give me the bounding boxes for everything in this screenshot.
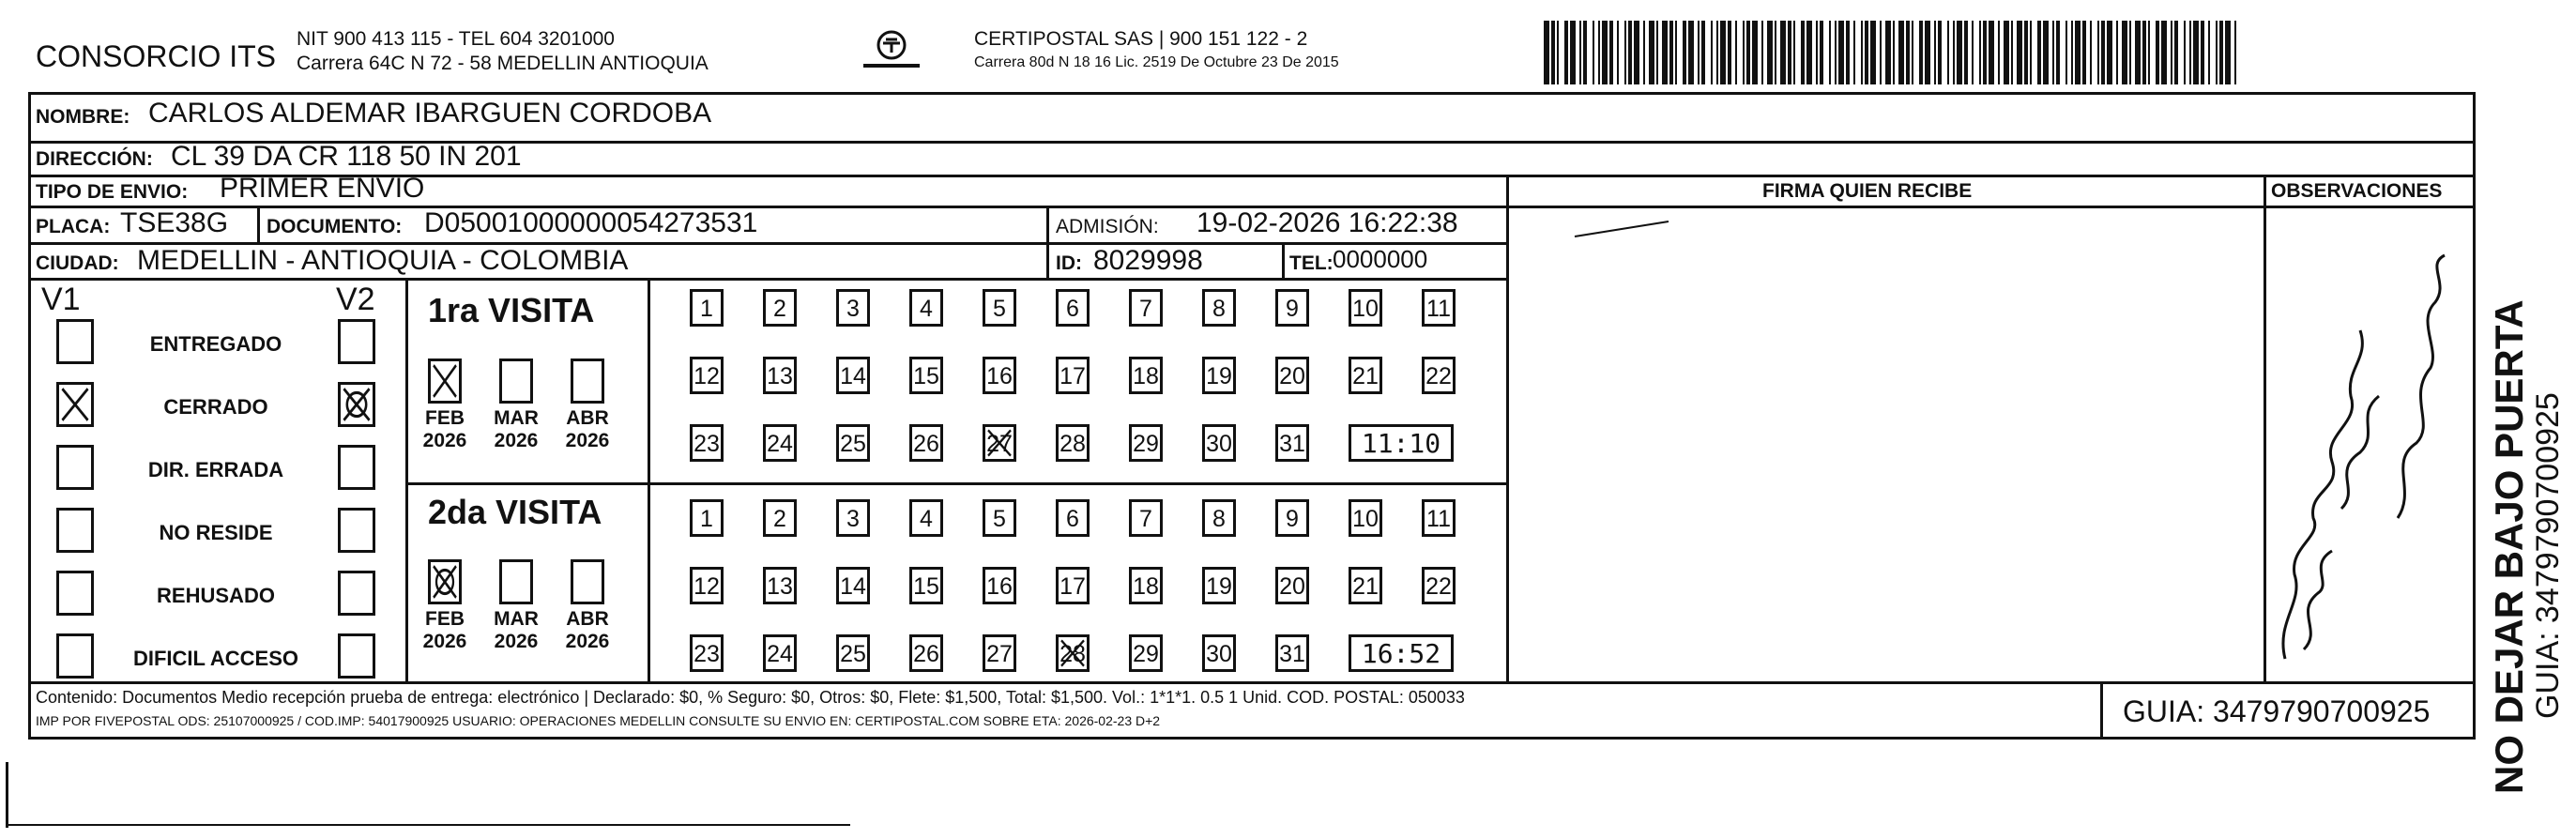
plate-label: PLACA: xyxy=(36,216,111,237)
barcode-bar xyxy=(1598,21,1600,84)
barcode-bar xyxy=(2234,21,2236,84)
day-box[interactable]: 12 xyxy=(690,567,724,604)
barcode-bar xyxy=(1579,21,1581,84)
barcode-bar xyxy=(1934,21,1936,84)
tel-label: TEL: xyxy=(1289,252,1334,274)
month-checkbox[interactable] xyxy=(428,559,462,604)
day-box[interactable]: 18 xyxy=(1129,567,1163,604)
day-box[interactable]: 21 xyxy=(1349,567,1382,604)
day-box[interactable]: 26 xyxy=(909,424,943,462)
day-box[interactable]: 26 xyxy=(909,634,943,672)
barcode-bar xyxy=(1820,21,1823,84)
v2-checkbox[interactable] xyxy=(338,571,375,616)
month-checkbox[interactable] xyxy=(499,559,533,604)
day-box[interactable]: 30 xyxy=(1202,424,1236,462)
day-box[interactable]: 17 xyxy=(1056,567,1090,604)
barcode-bar xyxy=(1662,21,1668,84)
barcode-bar xyxy=(2148,21,2150,84)
barcode-bar xyxy=(1865,21,1868,84)
day-box[interactable]: 25 xyxy=(836,424,870,462)
barcode-bar xyxy=(2129,21,2131,84)
day-box[interactable]: 4 xyxy=(909,499,943,537)
day-box[interactable]: 28 xyxy=(1056,634,1090,672)
barcode-bar xyxy=(2097,21,2099,84)
barcode-bar xyxy=(1853,21,1855,84)
barcode-bar xyxy=(2161,21,2167,84)
barcode-bar xyxy=(1806,21,1812,84)
month-label: MAR xyxy=(494,608,539,630)
barcode-bar xyxy=(1669,21,1673,84)
barcode-bar xyxy=(1698,21,1700,84)
barcode-bar xyxy=(1898,21,1904,84)
barcode-bar xyxy=(2052,21,2054,84)
day-box[interactable]: 29 xyxy=(1129,634,1163,672)
v1-checkbox[interactable] xyxy=(56,571,94,616)
day-box[interactable]: 24 xyxy=(763,424,797,462)
barcode-bar xyxy=(2156,21,2159,84)
month-checkbox[interactable] xyxy=(428,358,462,404)
barcode-bar xyxy=(1998,21,2000,84)
barcode-bar xyxy=(2174,21,2178,84)
barcode-bar xyxy=(2107,21,2112,84)
day-box[interactable]: 20 xyxy=(1275,567,1309,604)
barcode-bar xyxy=(1617,21,1619,84)
recipient-name: CARLOS ALDEMAR IBARGUEN CORDOBA xyxy=(148,98,712,129)
barcode-bar xyxy=(1752,21,1758,84)
month-label: FEB xyxy=(425,407,465,429)
day-box[interactable]: 16 xyxy=(983,357,1016,394)
day-box[interactable]: 9 xyxy=(1275,499,1309,537)
barcode-bar xyxy=(1793,21,1795,84)
barcode-bar xyxy=(1735,21,1737,84)
company-nit: NIT 900 413 115 - TEL 604 3201000 xyxy=(297,28,615,50)
day-box[interactable]: 14 xyxy=(836,357,870,394)
day-box[interactable]: 3 xyxy=(836,289,870,327)
v1-checkbox[interactable] xyxy=(56,633,94,679)
barcode-bar xyxy=(1570,21,1576,84)
barcode-bar xyxy=(2184,21,2186,84)
barcode-bar xyxy=(2219,21,2223,84)
v1-checkbox[interactable] xyxy=(56,382,94,427)
address-label: DIRECCIÓN: xyxy=(36,148,153,170)
barcode-bar xyxy=(1983,21,1987,84)
day-box[interactable]: 9 xyxy=(1275,289,1309,327)
visit-time-box[interactable]: 16:52 xyxy=(1349,634,1454,672)
document-value: D05001000000054273531 xyxy=(424,207,758,238)
day-box[interactable]: 22 xyxy=(1422,567,1456,604)
day-box[interactable]: 21 xyxy=(1349,357,1382,394)
barcode-bar xyxy=(2122,21,2127,84)
barcode-bar xyxy=(1925,21,1930,84)
day-box[interactable]: 24 xyxy=(763,634,797,672)
side-guia: GUIA: 3479790700925 xyxy=(2530,392,2566,719)
day-box[interactable]: 17 xyxy=(1056,357,1090,394)
ship-type-label: TIPO DE ENVIO: xyxy=(36,181,189,203)
v1-checkbox[interactable] xyxy=(56,445,94,490)
barcode-bar xyxy=(1716,21,1718,84)
v2-checkbox[interactable] xyxy=(338,508,375,553)
barcode-bar xyxy=(2024,21,2028,84)
day-box[interactable]: 19 xyxy=(1202,567,1236,604)
barcode-bar xyxy=(1746,21,1750,84)
barcode-bar xyxy=(2030,21,2032,84)
barcode-bar xyxy=(2065,21,2067,84)
status-option-label: REHUSADO xyxy=(157,584,275,607)
barcode-bar xyxy=(1583,21,1587,84)
barcode-bar xyxy=(2037,21,2041,84)
recipient-address: CL 39 DA CR 118 50 IN 201 xyxy=(171,141,522,172)
year-label: 2026 xyxy=(494,430,539,451)
visit2-title: 2da VISITA xyxy=(428,493,602,531)
year-label: 2026 xyxy=(565,430,610,451)
check-mark-icon xyxy=(431,562,459,602)
certipostal-logo xyxy=(854,28,929,75)
day-box[interactable]: 8 xyxy=(1202,499,1236,537)
barcode-bar xyxy=(1788,21,1791,84)
status-option-label: CERRADO xyxy=(163,395,268,419)
check-mark-icon xyxy=(59,385,91,424)
month-label: MAR xyxy=(494,407,539,429)
barcode-bar xyxy=(1743,21,1745,84)
barcode-bar xyxy=(1861,21,1863,84)
name-label: NOMBRE: xyxy=(36,106,130,128)
observations-header: OBSERVACIONES xyxy=(2271,180,2443,202)
document-label: DOCUMENTO: xyxy=(267,216,403,237)
v2-checkbox[interactable] xyxy=(338,319,375,364)
month-checkbox[interactable] xyxy=(571,559,604,604)
barcode-bar xyxy=(2075,21,2081,84)
barcode-bar xyxy=(2082,21,2086,84)
id-label: ID: xyxy=(1056,252,1082,274)
barcode-bar xyxy=(1544,21,1549,84)
barcode-bar xyxy=(1551,21,1555,84)
day-box[interactable]: 12 xyxy=(690,357,724,394)
barcode-bar xyxy=(1801,21,1805,84)
barcode-bar xyxy=(1829,21,1831,84)
day-box[interactable]: 7 xyxy=(1129,289,1163,327)
barcode-bar xyxy=(1979,21,1981,84)
barcode-bar xyxy=(1643,21,1645,84)
barcode-bar xyxy=(1880,21,1882,84)
barcode-bar xyxy=(1675,21,1677,84)
barcode-bar xyxy=(1557,21,1559,84)
barcode-bar xyxy=(1870,21,1876,84)
check-mark-icon xyxy=(985,427,1014,459)
day-box[interactable]: 30 xyxy=(1202,634,1236,672)
month-label: FEB xyxy=(425,608,465,630)
barcode-bar xyxy=(1593,21,1594,84)
id-value: 8029998 xyxy=(1093,245,1203,276)
carrier-address: Carrera 80d N 18 16 Lic. 2519 De Octubre 23 De 2015 xyxy=(974,54,1339,70)
barcode-bar xyxy=(1628,21,1632,84)
v2-label: V2 xyxy=(336,282,375,317)
month-checkbox[interactable] xyxy=(499,358,533,404)
barcode-bar xyxy=(1649,21,1654,84)
v2-checkbox[interactable] xyxy=(338,633,375,679)
footer-guia: GUIA: 3479790700925 xyxy=(2123,694,2431,728)
month-label: ABR xyxy=(566,608,609,630)
barcode-bar xyxy=(1767,21,1773,84)
barcode-bar xyxy=(1701,21,1705,84)
signature-area[interactable] xyxy=(1509,208,2264,681)
month-label: ABR xyxy=(566,407,609,429)
day-box[interactable]: 28 xyxy=(1056,424,1090,462)
barcode-bar xyxy=(1846,21,1850,84)
day-box[interactable]: 3 xyxy=(836,499,870,537)
barcode-bar xyxy=(2193,21,2199,84)
v1-checkbox[interactable] xyxy=(56,508,94,553)
day-box[interactable]: 31 xyxy=(1275,634,1309,672)
company-name: CONSORCIO ITS xyxy=(36,39,277,73)
barcode-bar xyxy=(1912,21,1913,84)
barcode-bar xyxy=(2135,21,2141,84)
barcode-bar xyxy=(2101,21,2105,84)
barcode-bar xyxy=(1893,21,1895,84)
day-box[interactable]: 14 xyxy=(836,567,870,604)
city-value: MEDELLIN - ANTIOQUIA - COLOMBIA xyxy=(137,245,629,276)
barcode-bar xyxy=(1972,21,1974,84)
barcode-bar xyxy=(1711,21,1713,84)
day-box[interactable]: 10 xyxy=(1349,499,1382,537)
day-box[interactable]: 15 xyxy=(909,567,943,604)
day-box[interactable]: 27 xyxy=(983,424,1016,462)
company-address: Carrera 64C N 72 - 58 MEDELLIN ANTIOQUIA xyxy=(297,53,709,74)
day-box[interactable]: 31 xyxy=(1275,424,1309,462)
barcode xyxy=(1544,21,2240,84)
day-box[interactable]: 29 xyxy=(1129,424,1163,462)
check-mark-icon xyxy=(1059,637,1087,669)
day-box[interactable]: 13 xyxy=(763,567,797,604)
footer-print-info: IMP POR FIVEPOSTAL ODS: 25107000925 / COD.IMP: 54017900925 USUARIO: OPERACIONES MEDELLIN CONSULTE SU ENVIO EN: CERTIPOSTAL.COM SOBRE ETA: 2026-02-23 D+2 xyxy=(36,713,1161,728)
observations-signature xyxy=(2266,208,2473,681)
barcode-bar xyxy=(1838,21,1844,84)
visit1-title: 1ra VISITA xyxy=(428,291,595,329)
year-label: 2026 xyxy=(422,631,467,652)
v1-label: V1 xyxy=(41,282,81,317)
day-box[interactable]: 8 xyxy=(1202,289,1236,327)
barcode-bar xyxy=(2225,21,2231,84)
barcode-bar xyxy=(1775,21,1776,84)
day-box[interactable]: 5 xyxy=(983,289,1016,327)
barcode-bar xyxy=(1656,21,1658,84)
barcode-bar xyxy=(1728,21,1731,84)
barcode-bar xyxy=(1906,21,1910,84)
day-box[interactable]: 10 xyxy=(1349,289,1382,327)
day-box[interactable]: 1 xyxy=(690,289,724,327)
day-box[interactable]: 22 xyxy=(1422,357,1456,394)
day-box[interactable]: 5 xyxy=(983,499,1016,537)
visit-time-box[interactable]: 11:10 xyxy=(1349,424,1454,462)
barcode-bar xyxy=(2090,21,2092,84)
barcode-bar xyxy=(2017,21,2022,84)
status-option-label: NO RESIDE xyxy=(159,521,273,544)
side-main: NO DEJAR BAJO PUERTA xyxy=(2487,299,2531,794)
day-box[interactable]: 6 xyxy=(1056,499,1090,537)
footer-content: Contenido: Documentos Medio recepción prueba de entrega: electrónico | Declarado: $0, % Seguro: $0, Otros: $0, Flete: $1,500, Total: $1,500. Vol.: 1*1*1. 0.5 1 Unid. COD. POSTAL: 050033 xyxy=(36,688,1465,707)
tel-value: 0000000 xyxy=(1333,245,1428,273)
barcode-bar xyxy=(2004,21,2009,84)
barcode-bar xyxy=(2201,21,2204,84)
barcode-bar xyxy=(1953,21,1955,84)
barcode-bar xyxy=(2142,21,2146,84)
day-box[interactable]: 25 xyxy=(836,634,870,672)
barcode-bar xyxy=(2208,21,2210,84)
day-box[interactable]: 13 xyxy=(763,357,797,394)
day-box[interactable]: 27 xyxy=(983,634,1016,672)
plate-value: TSE38G xyxy=(120,207,229,238)
day-box[interactable]: 20 xyxy=(1275,357,1309,394)
check-mark-icon xyxy=(431,361,459,401)
day-box[interactable]: 11 xyxy=(1422,499,1456,537)
day-box[interactable]: 2 xyxy=(763,499,797,537)
barcode-bar xyxy=(2056,21,2060,84)
barcode-bar xyxy=(2043,21,2049,84)
barcode-bar xyxy=(1835,21,1837,84)
barcode-bar xyxy=(2011,21,2013,84)
barcode-bar xyxy=(2071,21,2073,84)
status-option-label: DIFICIL ACCESO xyxy=(132,647,298,670)
day-box[interactable]: 6 xyxy=(1056,289,1090,327)
barcode-bar xyxy=(1957,21,1962,84)
year-label: 2026 xyxy=(494,631,539,652)
barcode-bar xyxy=(2216,21,2218,84)
barcode-bar xyxy=(1609,21,1613,84)
v2-checkbox[interactable] xyxy=(338,382,375,427)
month-checkbox[interactable] xyxy=(571,358,604,404)
ship-type: PRIMER ENVIO xyxy=(220,173,425,204)
day-box[interactable]: 18 xyxy=(1129,357,1163,394)
v2-checkbox[interactable] xyxy=(338,445,375,490)
day-box[interactable]: 23 xyxy=(690,424,724,462)
v1-checkbox[interactable] xyxy=(56,319,94,364)
barcode-bar xyxy=(1989,21,1994,84)
day-box[interactable]: 23 xyxy=(690,634,724,672)
barcode-bar xyxy=(1919,21,1923,84)
barcode-bar xyxy=(2189,21,2191,84)
status-option-label: ENTREGADO xyxy=(149,332,282,356)
barcode-bar xyxy=(2171,21,2172,84)
barcode-bar xyxy=(1816,21,1818,84)
barcode-bar xyxy=(1683,21,1686,84)
city-label: CIUDAD: xyxy=(36,252,119,274)
barcode-bar xyxy=(1780,21,1786,84)
day-box[interactable]: 2 xyxy=(763,289,797,327)
barcode-bar xyxy=(1885,21,1891,84)
side-text xyxy=(2489,43,2566,794)
barcode-bar xyxy=(1947,21,1949,84)
day-box[interactable]: 11 xyxy=(1422,289,1456,327)
barcode-bar xyxy=(1938,21,1942,84)
day-box[interactable]: 4 xyxy=(909,289,943,327)
year-label: 2026 xyxy=(422,430,467,451)
carrier-name: CERTIPOSTAL SAS | 900 151 122 - 2 xyxy=(974,28,1308,50)
day-box[interactable]: 7 xyxy=(1129,499,1163,537)
barcode-bar xyxy=(1564,21,1568,84)
day-box[interactable]: 15 xyxy=(909,357,943,394)
status-option-label: DIR. ERRADA xyxy=(147,458,284,481)
day-box[interactable]: 1 xyxy=(690,499,724,537)
barcode-bar xyxy=(1602,21,1608,84)
signature-header: FIRMA QUIEN RECIBE xyxy=(1762,180,1973,202)
barcode-bar xyxy=(2116,21,2118,84)
day-box[interactable]: 16 xyxy=(983,567,1016,604)
year-label: 2026 xyxy=(565,631,610,652)
admission-label: ADMISIÓN: xyxy=(1056,216,1159,237)
barcode-bar xyxy=(1964,21,1968,84)
barcode-bar xyxy=(1720,21,1726,84)
day-box[interactable]: 19 xyxy=(1202,357,1236,394)
barcode-bar xyxy=(1688,21,1694,84)
barcode-bar xyxy=(1761,21,1763,84)
check-mark-icon xyxy=(341,385,373,424)
barcode-bar xyxy=(1624,21,1626,84)
barcode-bar xyxy=(1634,21,1639,84)
admission-value: 19-02-2026 16:22:38 xyxy=(1197,207,1458,238)
